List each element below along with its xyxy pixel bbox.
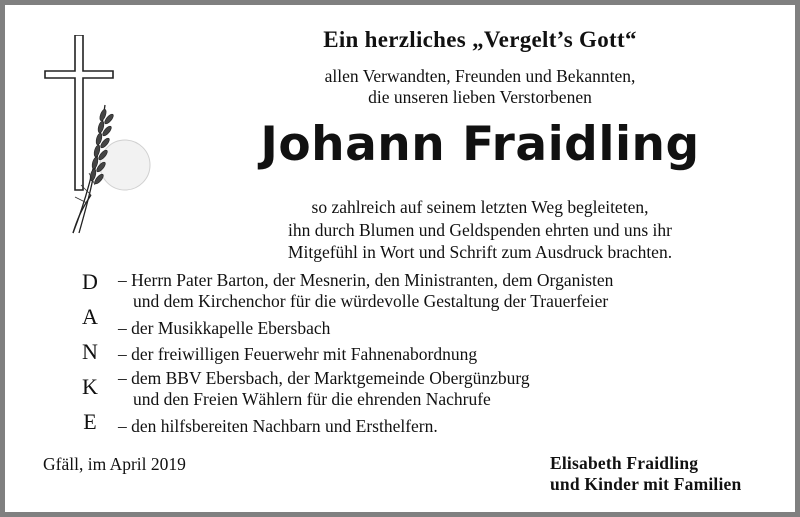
place-date: Gfäll, im April 2019: [43, 454, 186, 474]
thanks-line: und den Freien Wählern für die ehrenden Nachrufe: [133, 389, 491, 409]
thanks-item: [118, 368, 530, 410]
signature: [550, 453, 741, 495]
thanks-line: – den hilfsbereiten Nachbarn und Ersthelfern.: [118, 416, 438, 436]
danke-letter: N: [82, 339, 98, 364]
heading: Ein herzliches „Vergelt’s Gott“: [323, 27, 637, 52]
danke-letter: A: [82, 304, 98, 329]
intro-line: allen Verwandten, Freunden und Bekannten,: [324, 66, 636, 86]
thanks-line: und dem Kirchenchor für die würdevolle Gestaltung der Trauerfeier: [133, 291, 609, 311]
thanks-item: [118, 416, 438, 437]
thanks-line: – der freiwilligen Feuerwehr mit Fahnenabordnung: [118, 344, 478, 364]
danke-letter: K: [82, 374, 98, 399]
thanks-item: [118, 318, 330, 339]
body-line: ihn durch Blumen und Geldspenden ehrten und uns ihr: [288, 219, 672, 240]
body-text: [185, 196, 775, 264]
body-line: Mitgefühl in Wort und Schrift zum Ausdruck brachten.: [287, 242, 673, 262]
danke-letter: E: [83, 409, 97, 434]
intro-text: [185, 66, 775, 108]
cross-with-wheat-icon: [43, 35, 163, 240]
body-line: so zahlreich auf seinem letzten Weg begleiteten,: [311, 197, 649, 217]
intro-line: die unseren lieben Verstorbenen: [368, 87, 592, 107]
thanks-line: – dem BBV Ebersbach, der Marktgemeinde Obergünzburg: [118, 368, 530, 388]
signature-line: und Kinder mit Familien: [550, 474, 742, 494]
signature-line: Elisabeth Fraidling: [550, 453, 699, 473]
deceased-name: Johann Fraidling: [260, 117, 700, 172]
thanks-line: – der Musikkapelle Ebersbach: [118, 318, 331, 338]
danke-letter: D: [82, 269, 98, 294]
thanks-item: [118, 344, 477, 365]
thanks-line: – Herrn Pater Barton, der Mesnerin, den Ministranten, dem Organisten: [118, 270, 614, 290]
thanks-item: [118, 270, 613, 312]
